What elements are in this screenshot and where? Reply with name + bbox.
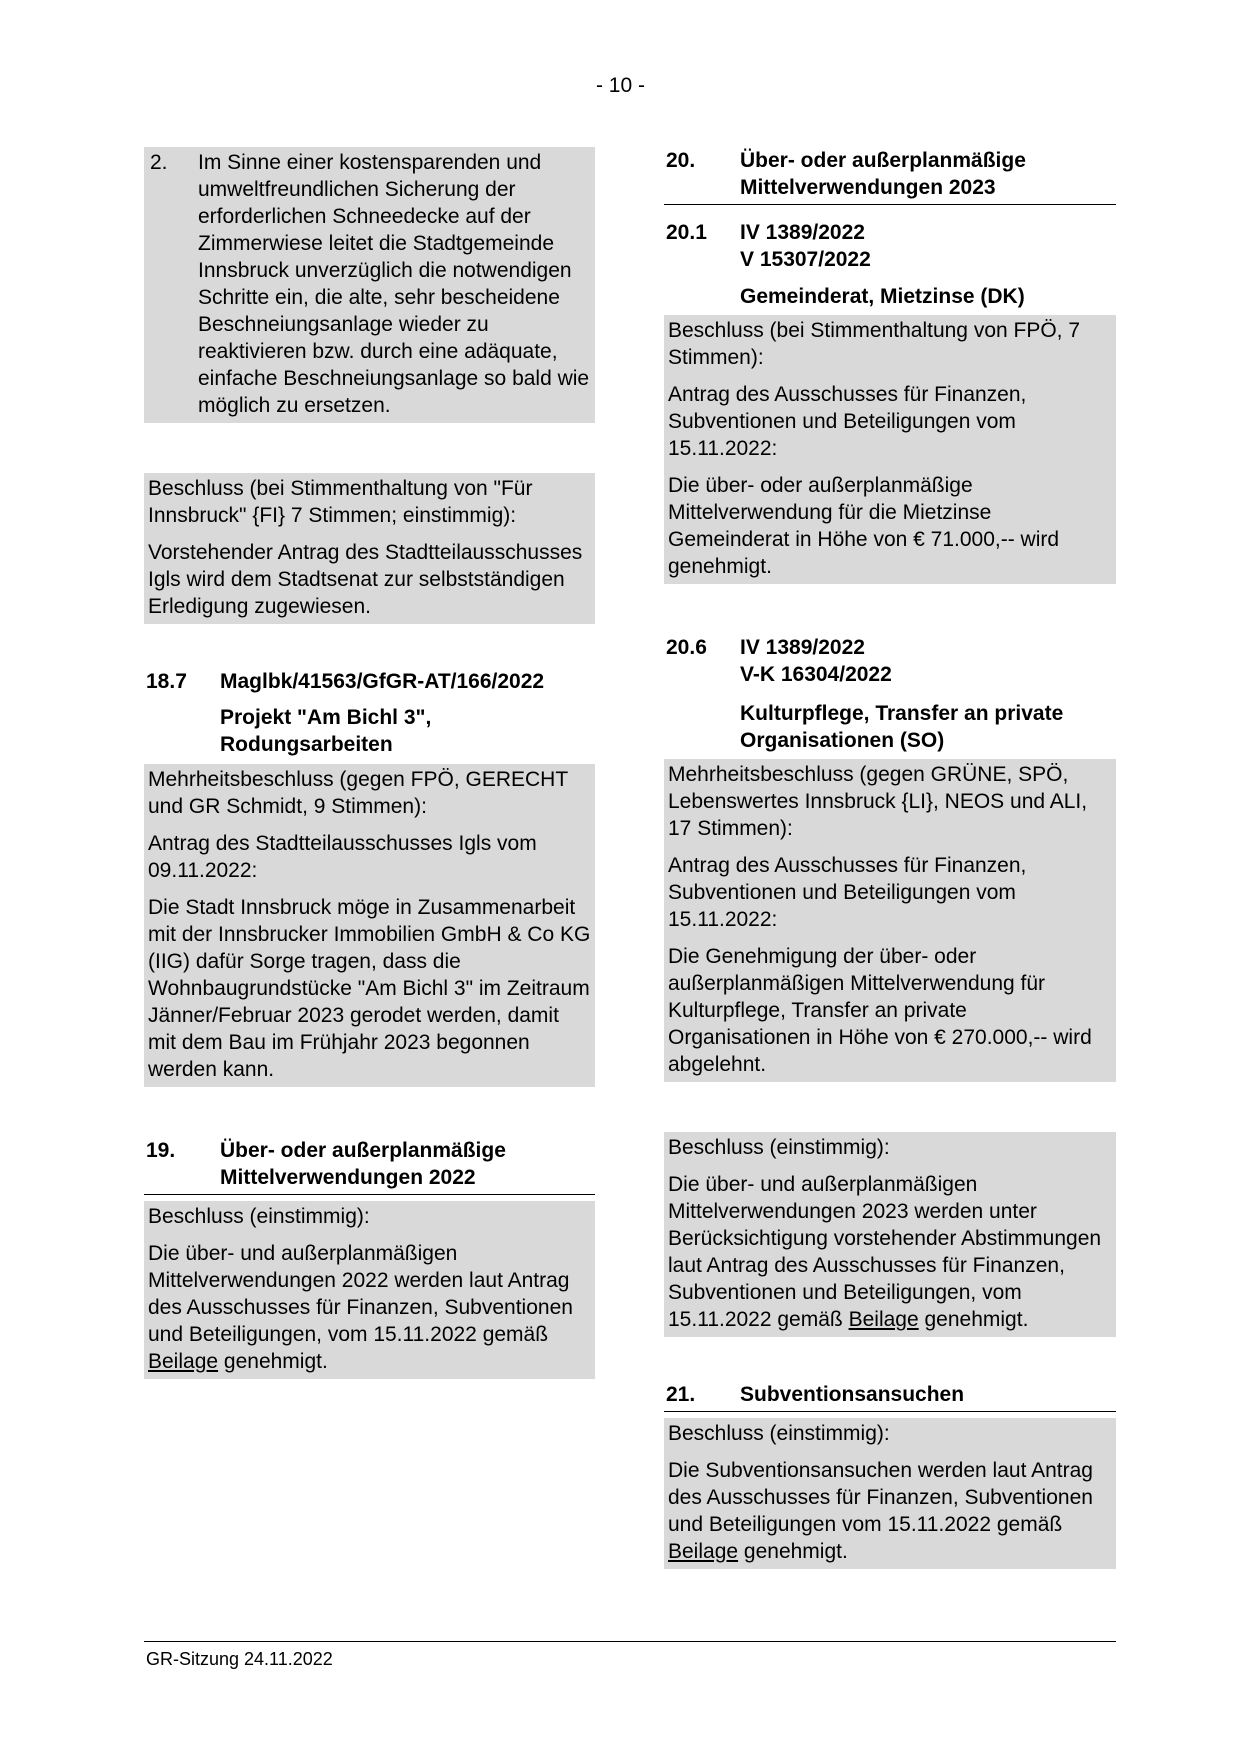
resolution-block xyxy=(664,1418,1116,1569)
text-before: Die über- und außerplanmäßigen Mittelverwendungen 2023 werden unter Berücksichtigung vorstehender Abstimmungen laut Antrag des Ausschusses für Finanzen, Subventionen und Beteiligungen, vom 15.11.2022 gemäß xyxy=(668,1173,1102,1331)
resolution-text: Die Genehmigung der über- oder außerplanmäßigen Mittelverwendung für Kulturpflege, Transfer an private Organisationen in Höhe von € 270.000,-- wird abgelehnt. xyxy=(668,945,1092,1076)
right-column xyxy=(664,147,1116,1569)
resolution-text xyxy=(668,1171,1112,1333)
section-heading-19 xyxy=(144,1137,595,1195)
list-item-text: Im Sinne einer kostensparenden und umweltfreundlichen Sicherung der erforderlichen Schneedecke auf der Zimmerwiese leitet die Stadtgemeinde Innsbruck unverzüglich die notwendigen Schritte ein, die alte, sehr bescheidene Beschneiungsanlage wieder zu reaktivieren bzw. durch eine adäquate, einfache Beschneiungsanlage so bald wie möglich zu ersetzen. xyxy=(198,151,590,417)
resolution-label: Beschluss (einstimmig): xyxy=(148,1205,370,1228)
beilage-link[interactable]: Beilage xyxy=(668,1540,739,1563)
section-title: Über- oder außerplanmäßige Mittelverwendungen 2022 xyxy=(220,1139,506,1189)
section-references xyxy=(740,219,1116,273)
footer: GR-Sitzung 24.11.2022 xyxy=(146,1649,333,1669)
section-heading-20-6 xyxy=(664,634,1116,688)
resolution-text: Die über- oder außerplanmäßige Mittelverwendung für die Mietzinse Gemeinderat in Höhe von € 71.000,-- wird genehmigt. xyxy=(668,474,1060,578)
section-number: 20. xyxy=(666,149,696,172)
section-title: Über- oder außerplanmäßige Mittelverwendungen 2023 xyxy=(740,149,1026,199)
text-before: Die Subventionsansuchen werden laut Antrag des Ausschusses für Finanzen, Subventionen und Beteiligungen vom 15.11.2022 gemäß xyxy=(668,1459,1093,1536)
resolution-block xyxy=(664,315,1116,584)
page-number: - 10 - xyxy=(595,74,645,97)
text-after: genehmigt. xyxy=(223,1350,328,1373)
motion-label: Antrag des Ausschusses für Finanzen, Subventionen und Beteiligungen vom 15.11.2022: xyxy=(668,854,1027,931)
section-title: Gemeinderat, Mietzinse (DK) xyxy=(740,285,1025,308)
beilage-link[interactable]: Beilage xyxy=(848,1308,919,1331)
reference-1: IV 1389/2022 xyxy=(740,636,865,659)
text-after: genehmigt. xyxy=(924,1308,1029,1331)
resolution-label: Beschluss (bei Stimmenthaltung von "Für Innsbruck" {FI} 7 Stimmen; einstimmig): xyxy=(148,477,533,527)
left-column xyxy=(144,147,595,1379)
section-number: 18.7 xyxy=(146,670,187,693)
text-before: Die über- und außerplanmäßigen Mittelverwendungen 2022 werden laut Antrag des Ausschusses für Finanzen, Subventionen und Beteiligungen, vom 15.11.2022 gemäß xyxy=(148,1242,573,1346)
section-title: Projekt "Am Bichl 3", Rodungsarbeiten xyxy=(220,706,432,756)
section-heading-18-7 xyxy=(144,668,595,695)
footer-divider xyxy=(144,1641,1116,1642)
resolution-text xyxy=(668,1457,1112,1565)
reference-2: V 15307/2022 xyxy=(740,248,871,271)
beilage-link[interactable]: Beilage xyxy=(148,1350,219,1373)
section-title: Kulturpflege, Transfer an private Organisationen (SO) xyxy=(740,702,1064,752)
section-number: 21. xyxy=(666,1383,696,1406)
resolution-label: Beschluss (einstimmig): xyxy=(668,1422,890,1445)
resolution-block xyxy=(144,473,595,624)
section-heading-20-1 xyxy=(664,219,1116,273)
section-heading-20 xyxy=(664,147,1116,205)
resolution-block xyxy=(664,1132,1116,1337)
motion-label: Antrag des Ausschusses für Finanzen, Subventionen und Beteiligungen vom 15.11.2022: xyxy=(668,383,1027,460)
resolution-block xyxy=(664,759,1116,1082)
section-reference: Maglbk/41563/GfGR-AT/166/2022 xyxy=(220,670,545,693)
motion-label: Antrag des Stadtteilausschusses Igls vom 09.11.2022: xyxy=(148,832,537,882)
resolution-text: Vorstehender Antrag des Stadtteilausschusses Igls wird dem Stadtsenat zur selbstständigen Erledigung zugewiesen. xyxy=(148,541,583,618)
resolution-block xyxy=(144,1201,595,1379)
section-heading-21 xyxy=(664,1381,1116,1412)
resolution-text xyxy=(148,1240,591,1375)
section-title: Subventionsansuchen xyxy=(740,1383,965,1406)
resolution-block xyxy=(144,764,595,1087)
resolution-label: Beschluss (bei Stimmenthaltung von FPÖ, 7 Stimmen): xyxy=(668,319,1081,369)
text-after: genehmigt. xyxy=(743,1540,848,1563)
reference-1: IV 1389/2022 xyxy=(740,221,865,244)
section-number: 20.6 xyxy=(666,636,707,659)
reference-2: V-K 16304/2022 xyxy=(740,663,892,686)
resolution-label: Mehrheitsbeschluss (gegen FPÖ, GERECHT und GR Schmidt, 9 Stimmen): xyxy=(148,768,568,818)
resolution-label: Beschluss (einstimmig): xyxy=(668,1136,890,1159)
section-number: 20.1 xyxy=(666,221,707,244)
list-item-2 xyxy=(144,147,595,423)
section-number: 19. xyxy=(146,1139,176,1162)
section-references xyxy=(740,634,1116,688)
resolution-label: Mehrheitsbeschluss (gegen GRÜNE, SPÖ, Lebenswertes Innsbruck {LI}, NEOS und ALI, 17 Stimmen): xyxy=(668,763,1088,840)
resolution-text: Die Stadt Innsbruck möge in Zusammenarbeit mit der Innsbrucker Immobilien GmbH & Co KG (IIG) dafür Sorge tragen, dass die Wohnbaugrundstücke "Am Bichl 3" im Zeitraum Jänner/Februar 2023 gerodet werden, damit mit dem Bau im Frühjahr 2023 begonnen werden kann. xyxy=(148,896,591,1081)
list-item-number: 2. xyxy=(150,151,168,174)
